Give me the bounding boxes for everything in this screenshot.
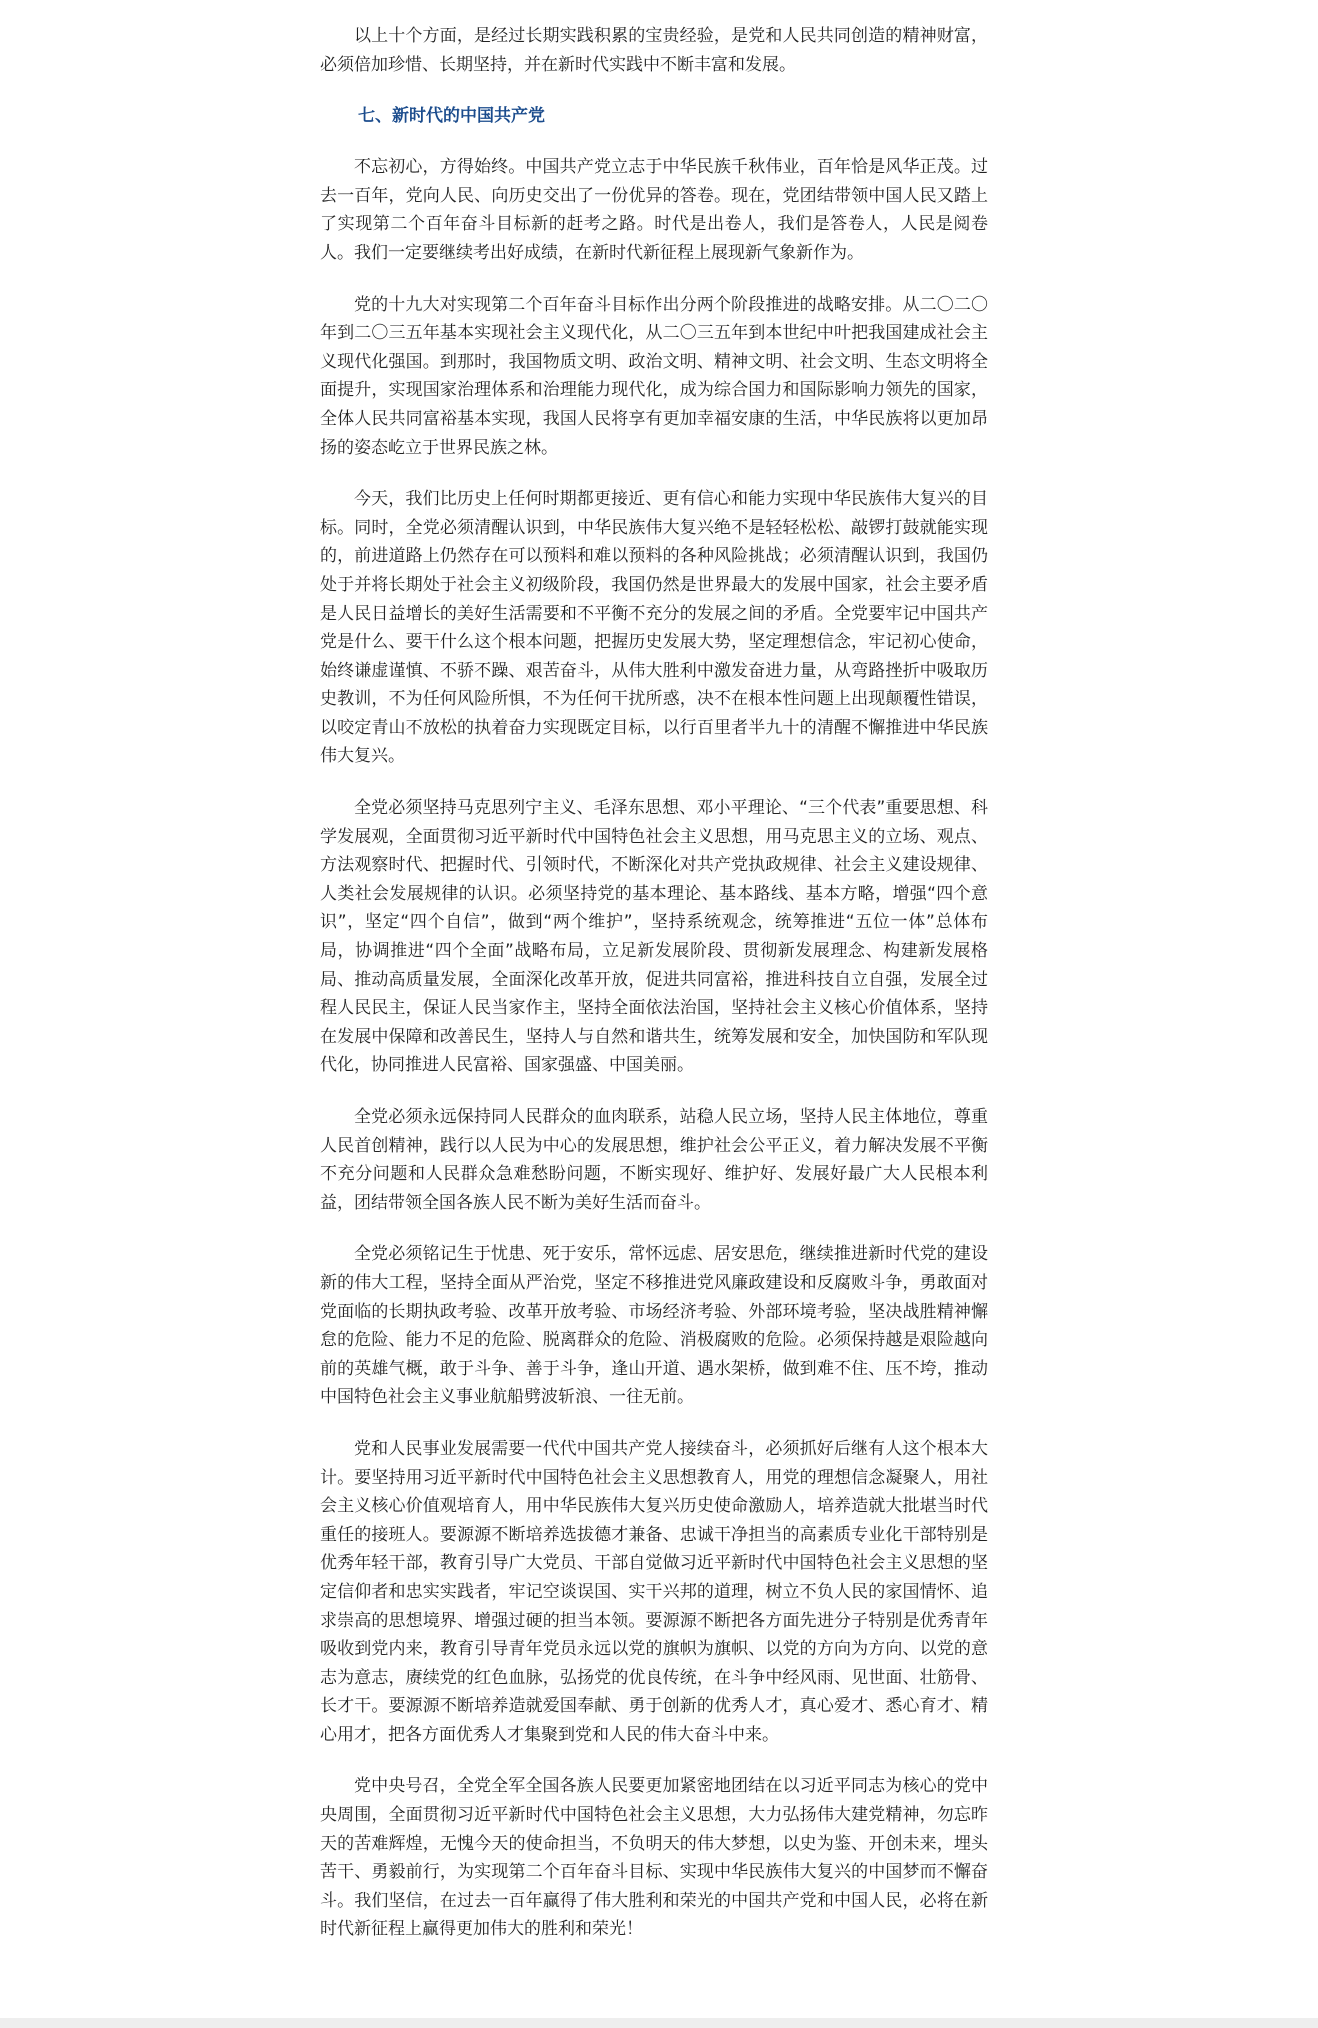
- article-paragraph: 不忘初心，方得始终。中国共产党立志于中华民族千秋伟业，百年恰是风华正茂。过去一百年，党向人民、向历史交出了一份优异的答卷。现在，党团结带领中国人民又踏上了实现第二个百年奋斗目标新的赶考之路。时代是出卷人，我们是答卷人，人民是阅卷人。我们一定要继续考出好成绩，在新时代新征程上展现新气象新作为。: [320, 157, 988, 263]
- article-paragraph: 今天，我们比历史上任何时期都更接近、更有信心和能力实现中华民族伟大复兴的目标。同时，全党必须清醒认识到，中华民族伟大复兴绝不是轻轻松松、敲锣打鼓就能实现的，前进道路上仍然存在可以预料和难以预料的各种风险挑战；必须清醒认识到，我国仍处于并将长期处于社会主义初级阶段，我国仍然是世界最大的发展中国家，社会主要矛盾是人民日益增长的美好生活需要和不平衡不充分的发展之间的矛盾。全党要牢记中国共产党是什么、要干什么这个根本问题，把握历史发展大势，坚定理想信念，牢记初心使命，始终谦虚谨慎、不骄不躁、艰苦奋斗，从伟大胜利中激发奋进力量，从弯路挫折中吸取历史教训，不为任何风险所惧，不为任何干扰所惑，决不在根本性问题上出现颠覆性错误，以咬定青山不放松的执着奋力实现既定目标，以行百里者半九十的清醒不懈推进中华民族伟大复兴。: [320, 489, 988, 767]
- article-paragraph: 全党必须铭记生于忧患、死于安乐，常怀远虑、居安思危，继续推进新时代党的建设新的伟大工程，坚持全面从严治党，坚定不移推进党风廉政建设和反腐败斗争，勇敢面对党面临的长期执政考验、改革开放考验、市场经济考验、外部环境考验，坚决战胜精神懈怠的危险、能力不足的危险、脱离群众的危险、消极腐败的危险。必须保持越是艰险越向前的英雄气概，敢于斗争、善于斗争，逢山开道、遇水架桥，做到难不住、压不垮，推动中国特色社会主义事业航船劈波斩浪、一往无前。: [320, 1244, 988, 1408]
- article-paragraph: 党中央号召，全党全军全国各族人民要更加紧密地团结在以习近平同志为核心的党中央周围，全面贯彻习近平新时代中国特色社会主义思想，大力弘扬伟大建党精神，勿忘昨天的苦难辉煌，无愧今天的使命担当，不负明天的伟大梦想，以史为鉴、开创未来，埋头苦干、勇毅前行，为实现第二个百年奋斗目标、实现中华民族伟大复兴的中国梦而不懈奋斗。我们坚信，在过去一百年赢得了伟大胜利和荣光的中国共产党和中国人民，必将在新时代新征程上赢得更加伟大的胜利和荣光！: [320, 1776, 988, 1940]
- article-paragraph: 全党必须坚持马克思列宁主义、毛泽东思想、邓小平理论、“三个代表”重要思想、科学发展观，全面贯彻习近平新时代中国特色社会主义思想，用马克思主义的立场、观点、方法观察时代、把握时代、引领时代，不断深化对共产党执政规律、社会主义建设规律、人类社会发展规律的认识。必须坚持党的基本理论、基本路线、基本方略，增强“四个意识”，坚定“四个自信”，做到“两个维护”，坚持系统观念，统筹推进“五位一体”总体布局，协调推进“四个全面”战略布局，立足新发展阶段、贯彻新发展理念、构建新发展格局、推动高质量发展，全面深化改革开放，促进共同富裕，推进科技自立自强，发展全过程人民民主，保证人民当家作主，坚持全面依法治国，坚持社会主义核心价值体系，坚持在发展中保障和改善民生，坚持人与自然和谐共生，统筹发展和安全，加快国防和军队现代化，协同推进人民富裕、国家强盛、中国美丽。: [320, 798, 988, 1076]
- article-paragraph: 党的十九大对实现第二个百年奋斗目标作出分两个阶段推进的战略安排。从二〇二〇年到二〇三五年基本实现社会主义现代化，从二〇三五年到本世纪中叶把我国建成社会主义现代化强国。到那时，我国物质文明、政治文明、精神文明、社会文明、生态文明将全面提升，实现国家治理体系和治理能力现代化，成为综合国力和国际影响力领先的国家，全体人民共同富裕基本实现，我国人民将享有更加幸福安康的生活，中华民族将以更加昂扬的姿态屹立于世界民族之林。: [320, 294, 988, 458]
- section-title: 七、新时代的中国共产党: [358, 106, 545, 127]
- page-footer-band: [0, 2018, 1318, 2028]
- article-paragraph: 党和人民事业发展需要一代代中国共产党人接续奋斗，必须抓好后继有人这个根本大计。要坚持用习近平新时代中国特色社会主义思想教育人，用党的理想信念凝聚人，用社会主义核心价值观培育人，用中华民族伟大复兴历史使命激励人，培养造就大批堪当时代重任的接班人。要源源不断培养选拔德才兼备、忠诚干净担当的高素质专业化干部特别是优秀年轻干部，教育引导广大党员、干部自觉做习近平新时代中国特色社会主义思想的坚定信仰者和忠实实践者，牢记空谈误国、实干兴邦的道理，树立不负人民的家国情怀、追求崇高的思想境界、增强过硬的担当本领。要源源不断把各方面先进分子特别是优秀青年吸收到党内来，教育引导青年党员永远以党的旗帜为旗帜、以党的方向为方向、以党的意志为意志，赓续党的红色血脉，弘扬党的优良传统，在斗争中经风雨、见世面、壮筋骨、长才干。要源源不断培养造就爱国奉献、勇于创新的优秀人才，真心爱才、悉心育才、精心用才，把各方面优秀人才集聚到党和人民的伟大奋斗中来。: [320, 1438, 988, 1745]
- article-paragraph: 全党必须永远保持同人民群众的血肉联系，站稳人民立场，坚持人民主体地位，尊重人民首创精神，践行以人民为中心的发展思想，维护社会公平正义，着力解决发展不平衡不充分问题和人民群众急难愁盼问题，不断实现好、维护好、发展好最广大人民根本利益，团结带领全国各族人民不断为美好生活而奋斗。: [320, 1107, 988, 1213]
- intro-paragraph: 以上十个方面，是经过长期实践积累的宝贵经验，是党和人民共同创造的精神财富，必须倍加珍惜、长期坚持，并在新时代实践中不断丰富和发展。: [320, 26, 988, 75]
- article-body: [320, 22, 988, 1967]
